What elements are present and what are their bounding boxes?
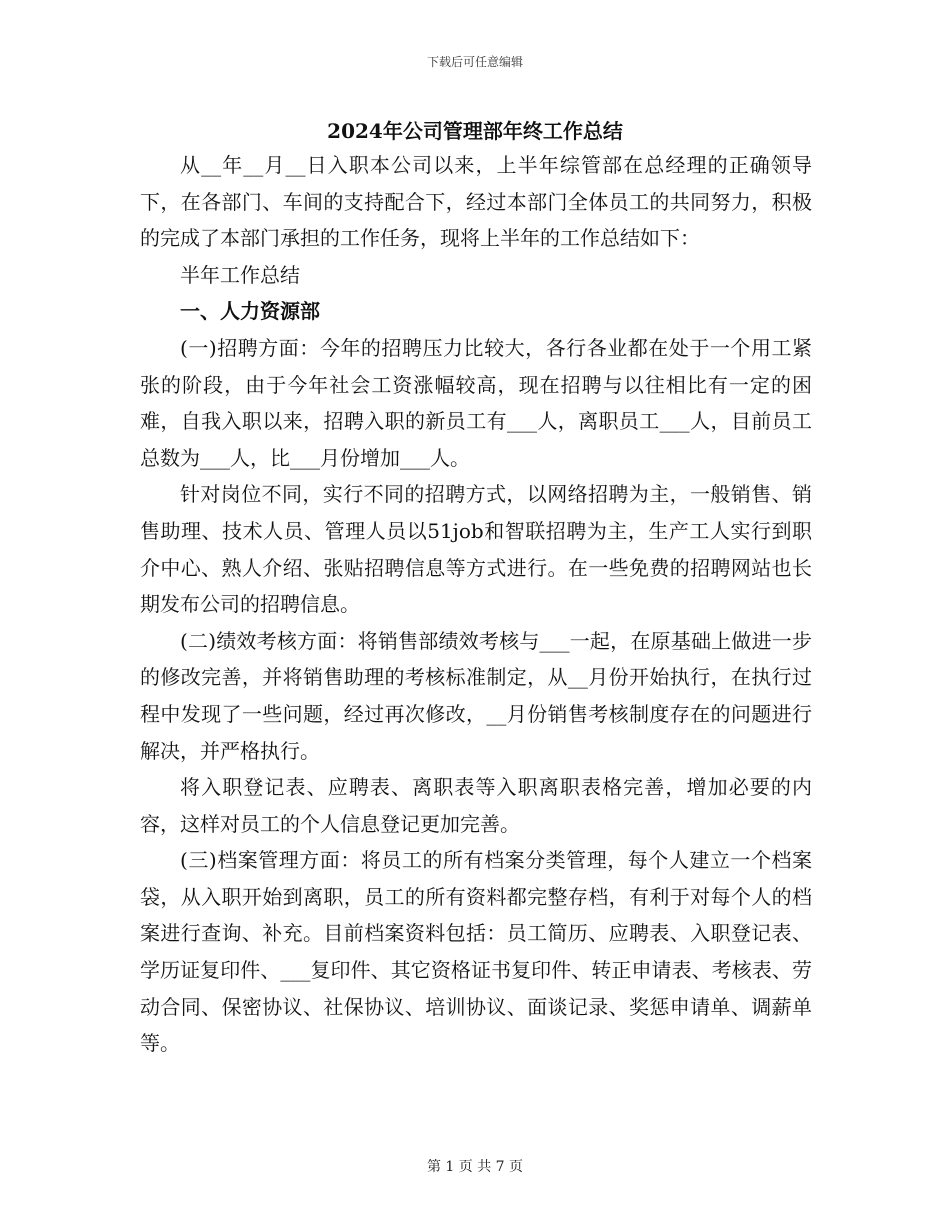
subtitle-paragraph: 半年工作总结 — [180, 262, 300, 287]
forms-paragraph: 将入职登记表、应聘表、离职表等入职离职表格完善，增加必要的内容，这样对员工的个人信息登记更加完善。 — [140, 775, 812, 836]
intro-paragraph: 从__年__月__日入职本公司以来，上半年综管部在总经理的正确领导下，在各部门、车间的支持配合下，经过本部门全体员工的共同努力，积极的完成了本部门承担的工作任务，现将上半年的工作总结如下： — [140, 153, 812, 251]
recruitment-methods-paragraph: 针对岗位不同，实行不同的招聘方式，以网络招聘为主，一般销售、销售助理、技术人员、管理人员以51job和智联招聘为主，生产工人实行到职介中心、熟人介绍、张贴招聘信息等方式进行。在一些免费的招聘网站也长期发布公司的招聘信息。 — [140, 482, 812, 617]
archives-paragraph: (三)档案管理方面：将员工的所有档案分类管理，每个人建立一个档案袋，从入职开始到离职，员工的所有资料都完整存档，有利于对每个人的档案进行查询、补充。目前档案资料包括：员工简历、应聘表、入职登记表、学历证复印件、___复印件、其它资格证书复印件、转正申请表、考核表、劳动合同、保密协议、社保协议、培训协议、面谈记录、奖惩申请单、调薪单等。 — [140, 848, 812, 1056]
performance-paragraph: (二)绩效考核方面：将销售部绩效考核与___一起，在原基础上做进一步的修改完善，并将销售助理的考核标准制定，从__月份开始执行，在执行过程中发现了一些问题，经过再次修改，__月份销售考核制度存在的问题进行解决，并严格执行。 — [140, 628, 812, 763]
document-title: 2024年公司管理部年终工作总结 — [327, 119, 623, 143]
recruitment-paragraph: (一)招聘方面：今年的招聘压力比较大，各行各业都在处于一个用工紧张的阶段，由于今年社会工资涨幅较高，现在招聘与以往相比有一定的困难，自我入职以来，招聘入职的新员工有___人，离职员工___人，目前员工总数为___人，比___月份增加___人。 — [140, 335, 812, 470]
page-number: 第 1 页 共 7 页 — [426, 1159, 524, 1175]
section-heading-hr: 一、人力资源部 — [180, 299, 320, 324]
page-header-note: 下载后可任意编辑 — [426, 55, 523, 69]
document-body — [140, 147, 812, 1062]
